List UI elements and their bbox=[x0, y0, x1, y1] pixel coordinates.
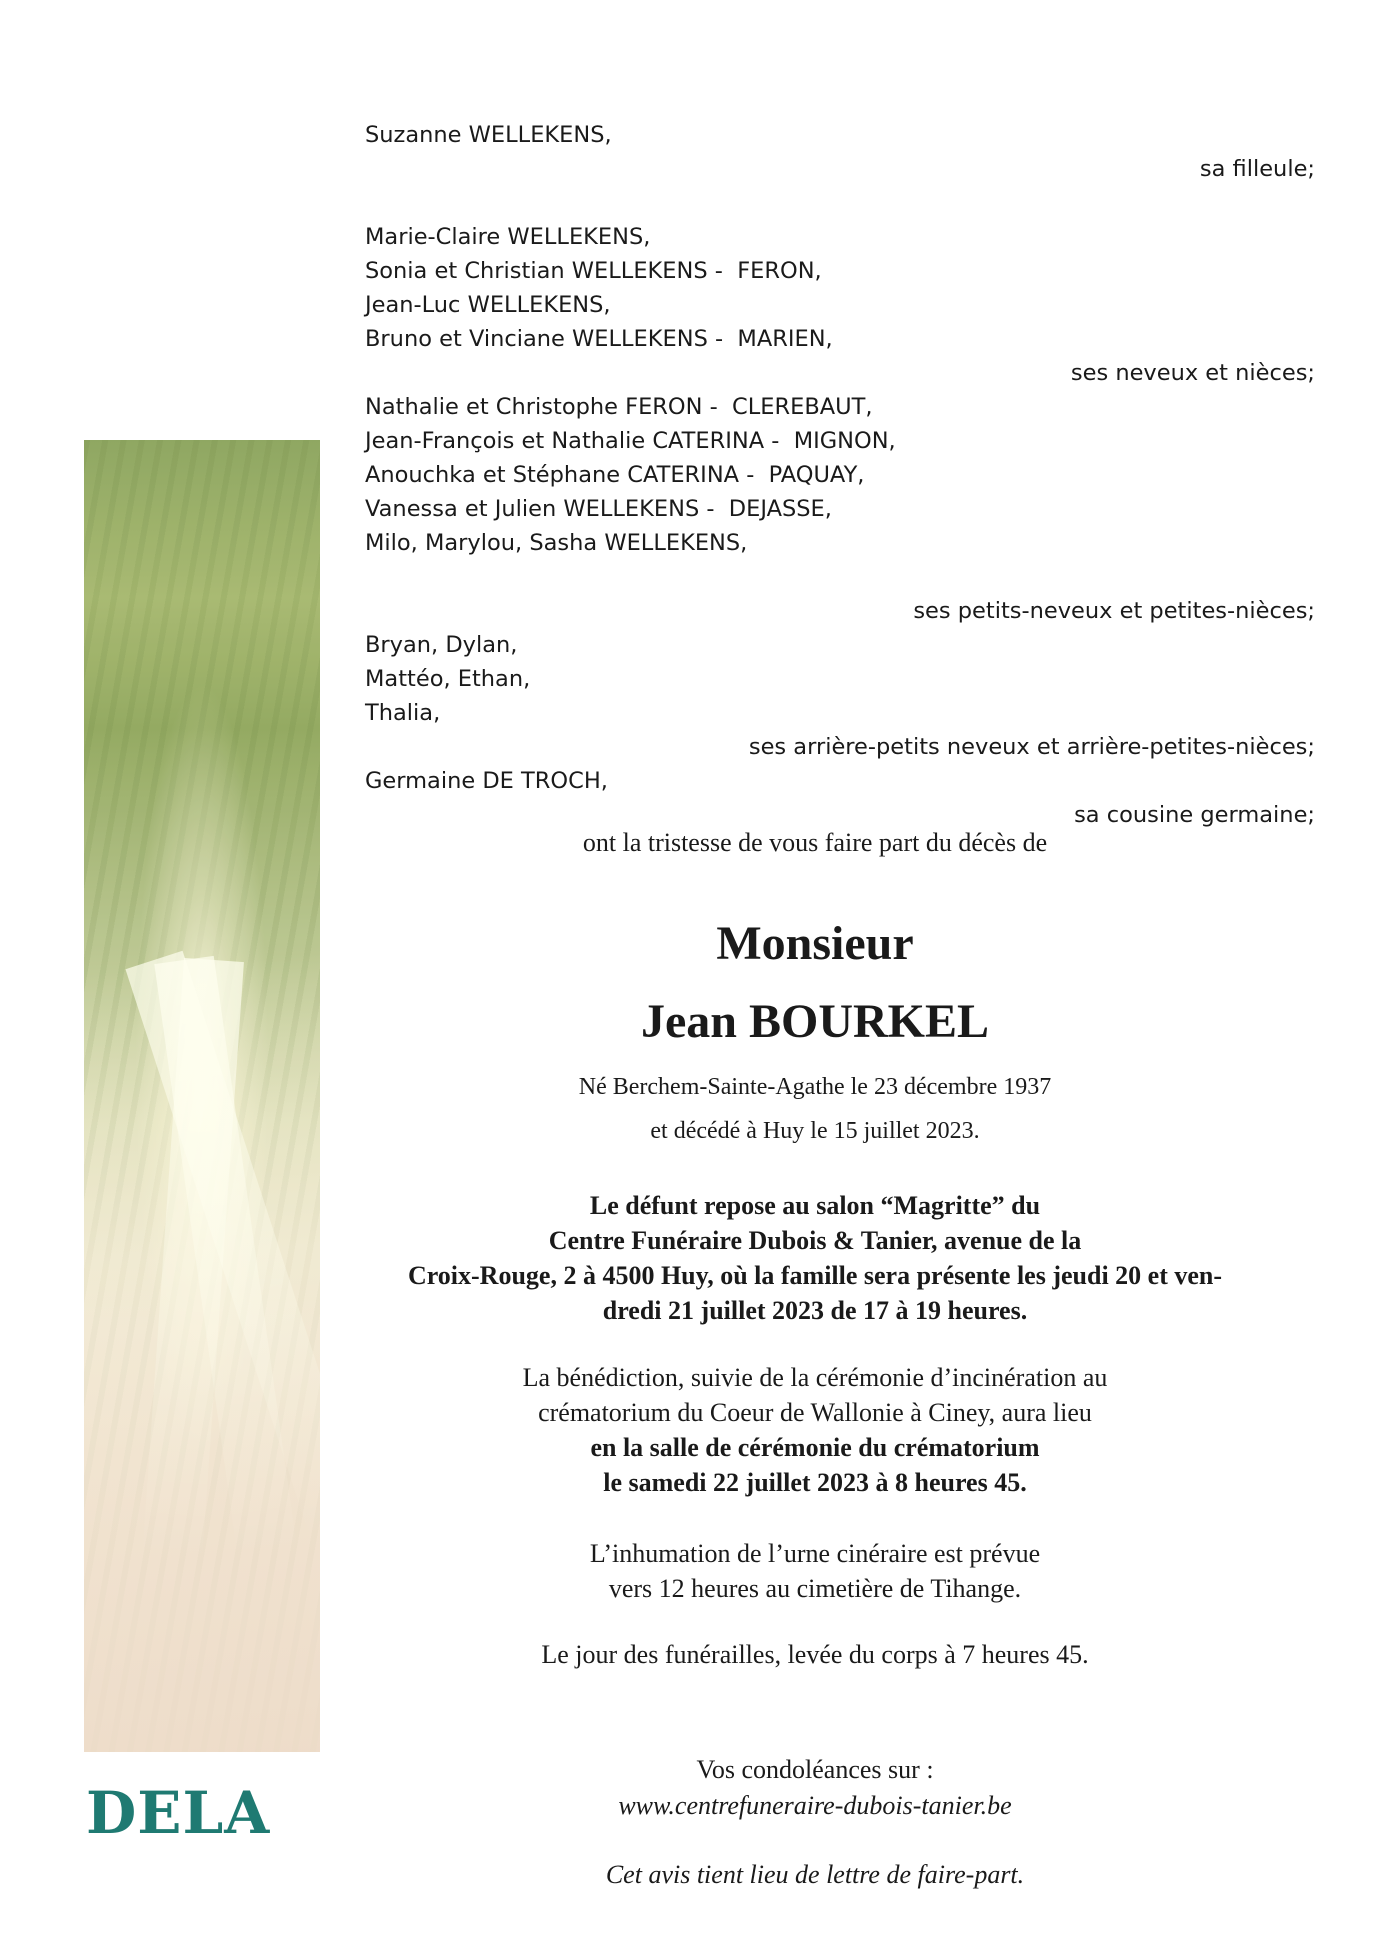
family-member: Marie-Claire WELLEKENS, bbox=[365, 224, 651, 250]
family-member: Germaine DE TROCH, bbox=[365, 768, 608, 794]
family-member: Anouchka et Stéphane CATERINA - PAQUAY, bbox=[365, 462, 865, 488]
spacer bbox=[365, 186, 1315, 220]
family-member: Suzanne WELLEKENS, bbox=[365, 122, 612, 148]
viewing-line: Croix-Rouge, 2 à 4500 Huy, où la famille sera présente les jeudi 20 et ven- bbox=[407, 1261, 1223, 1290]
ceremony-date: le samedi 22 juillet 2023 à 8 heures 45. bbox=[603, 1468, 1027, 1497]
ceremony-info bbox=[365, 1360, 1265, 1500]
relation-label: sa cousine germaine; bbox=[1074, 802, 1315, 828]
family-member: Bryan, Dylan, bbox=[365, 632, 518, 658]
condolences-link[interactable]: www.centrefuneraire-dubois-tanier.be bbox=[618, 1791, 1012, 1820]
birth-info: Né Berchem-Sainte-Agathe le 23 décembre 1937 bbox=[578, 1074, 1052, 1100]
family-member: Jean-François et Nathalie CATERINA - MIGNON, bbox=[365, 428, 896, 454]
inhumation-line: L’inhumation de l’urne cinéraire est prévue bbox=[589, 1539, 1041, 1568]
logo-text: DELA bbox=[86, 1779, 271, 1847]
ceremony-line: crématorium du Coeur de Wallonie à Ciney, aura lieu bbox=[538, 1398, 1092, 1427]
ceremony-location: en la salle de cérémonie du crématorium bbox=[590, 1433, 1040, 1462]
death-info: et décédé à Huy le 15 juillet 2023. bbox=[650, 1118, 980, 1144]
viewing-info bbox=[365, 1188, 1265, 1328]
notice-text: Cet avis tient lieu de lettre de faire-part. bbox=[605, 1860, 1025, 1889]
ceremony-line: La bénédiction, suivie de la cérémonie d’incinération au bbox=[522, 1363, 1108, 1392]
family-list bbox=[365, 118, 1315, 832]
viewing-line: Centre Funéraire Dubois & Tanier, avenue de la bbox=[548, 1226, 1082, 1255]
deceased-name: Jean BOURKEL bbox=[640, 995, 990, 1048]
deceased-title: Monsieur bbox=[716, 917, 914, 970]
family-member: Jean-Luc WELLEKENS, bbox=[365, 292, 611, 318]
relation-label: ses petits-neveux et petites-nièces; bbox=[913, 598, 1315, 624]
family-member: Vanessa et Julien WELLEKENS - DEJASSE, bbox=[365, 496, 832, 522]
viewing-line: dredi 21 juillet 2023 de 17 à 19 heures. bbox=[602, 1296, 1028, 1325]
inhumation-info bbox=[365, 1536, 1265, 1606]
family-member: Thalia, bbox=[365, 700, 441, 726]
condolences-label: Vos condoléances sur : bbox=[696, 1755, 934, 1784]
family-member: Mattéo, Ethan, bbox=[365, 666, 531, 692]
family-member: Bruno et Vinciane WELLEKENS - MARIEN, bbox=[365, 326, 833, 352]
sun-rays-decoration bbox=[84, 440, 320, 1752]
spacer bbox=[365, 560, 1315, 594]
viewing-line: Le défunt repose au salon “Magritte” du bbox=[589, 1191, 1041, 1220]
family-member: Milo, Marylou, Sasha WELLEKENS, bbox=[365, 530, 748, 556]
family-member: Sonia et Christian WELLEKENS - FERON, bbox=[365, 258, 822, 284]
relation-label: sa filleule; bbox=[1199, 156, 1315, 182]
dela-logo bbox=[86, 1779, 320, 1847]
levee-info: Le jour des funérailles, levée du corps à 7 heures 45. bbox=[541, 1640, 1089, 1669]
relation-label: ses neveux et nièces; bbox=[1070, 360, 1315, 386]
inhumation-line: vers 12 heures au cimetière de Tihange. bbox=[608, 1574, 1022, 1603]
condolences-block bbox=[365, 1752, 1265, 1824]
relation-label: ses arrière-petits neveux et arrière-petites-nièces; bbox=[748, 734, 1315, 760]
family-member: Nathalie et Christophe FERON - CLEREBAUT, bbox=[365, 394, 873, 420]
announcement-text: ont la tristesse de vous faire part du décès de bbox=[582, 828, 1048, 857]
